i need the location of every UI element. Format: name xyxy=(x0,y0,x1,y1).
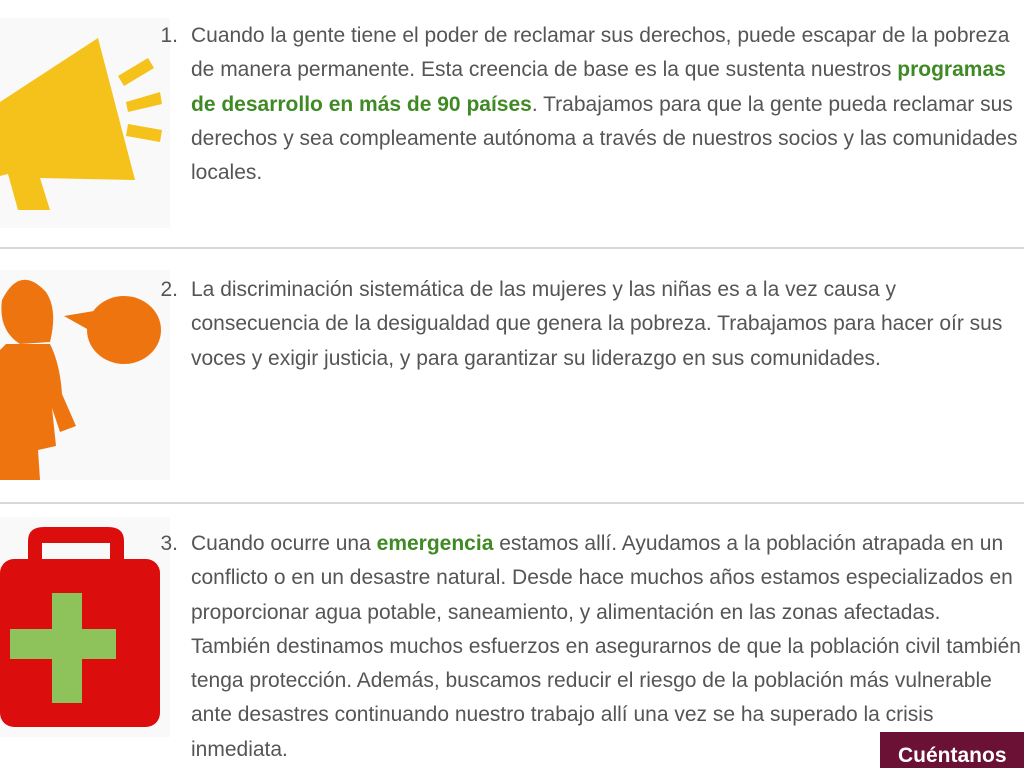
item-text: La discriminación sistemática de las mujeres y las niñas es a la vez causa y consecuencia de la desigualdad que genera la pobreza. Trabajamos para hacer oír sus voces y exigir justicia, y para garantizar su liderazgo en sus comunidades. xyxy=(191,278,1003,370)
development-programs-link[interactable]: programas de desarrollo en más de 90 países xyxy=(191,58,1006,116)
item-number: 2. xyxy=(160,278,178,301)
item-number: 1. xyxy=(160,24,178,47)
item-text-before: Cuando ocurre una xyxy=(191,532,377,555)
emergency-link[interactable]: emergencia xyxy=(376,532,494,555)
icon-panel-3 xyxy=(0,517,170,737)
woman-speaking-icon xyxy=(0,270,170,480)
icon-panel-1 xyxy=(0,18,170,228)
item-2 xyxy=(0,250,1024,500)
contact-us-button[interactable] xyxy=(880,732,1024,768)
item-text-after: estamos allí. Ayudamos a la población atrapada en un conflicto o en un desastre natural. Desde hace muchos años estamos especializados en proporcionar agua potable, saneamiento, y alimentación en las zonas afectadas. También destinamos muchos esfuerzos en asegurarnos de que la población civil también tenga protección. Además, buscamos reducir el riesgo de la población más vulnerable ante desastres continuando nuestro trabajo allí una vez se ha superado la crisis inmediata. xyxy=(191,532,1021,761)
item-1 xyxy=(0,0,1024,245)
item-number: 3. xyxy=(160,532,178,555)
item-text xyxy=(191,19,1021,190)
divider xyxy=(0,502,1024,504)
divider xyxy=(0,247,1024,249)
megaphone-icon xyxy=(0,18,170,228)
item-3 xyxy=(0,505,1024,768)
contact-us-label: Cuéntanos xyxy=(898,744,1007,767)
icon-panel-2 xyxy=(0,270,170,480)
item-text-before: Cuando la gente tiene el poder de reclamar sus derechos, puede escapar de la pobreza de manera permanente. Esta creencia de base es la que sustenta nuestros xyxy=(191,24,1010,82)
item-text-after: . Trabajamos para que la gente pueda reclamar sus derechos y sea compleamente autónoma a través de nuestros socios y las comunidades locales. xyxy=(191,92,1018,185)
first-aid-kit-icon xyxy=(0,517,170,737)
